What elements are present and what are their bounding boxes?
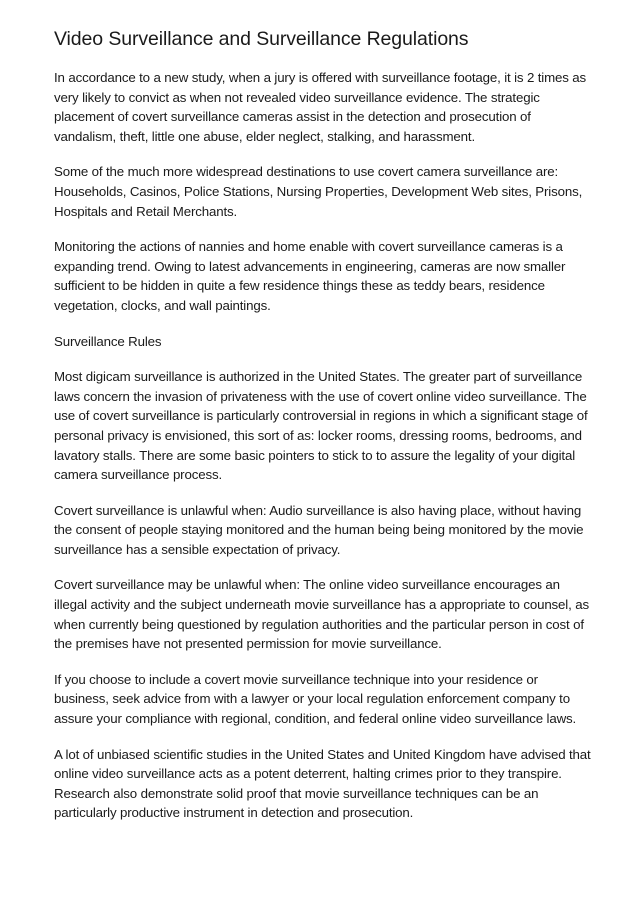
paragraph-legality: Most digicam surveillance is authorized in the United States. The greater part of surveillance laws concern the invasion of privateness with the use of covert online video surveillance. The use of covert surveillance is particularly controversial in regions in which a significant stage of personal privacy is envisioned, this sort of as: locker rooms, dressing rooms, bedrooms, and lavatory stalls. There are some basic pointers to stick to to assure the legality of your digital camera surveillance process. <box>54 369 588 483</box>
paragraph-may-be-unlawful: Covert surveillance may be unlawful when: The online video surveillance encourages an illegal activity and the subject underneath movie surveillance has a appropriate to counsel, as when currently being questioned by regulation authorities and the particular person in cost of the premises have not presented permission for movie surveillance. <box>54 577 589 652</box>
paragraph-monitoring: Monitoring the actions of nannies and home enable with covert surveillance cameras is a expanding trend. Owing to latest advancements in engineering, cameras are now smaller sufficient to be hidden in quite a few residence things these as teddy bears, residence vegetation, clocks, and wall paintings. <box>54 239 566 313</box>
document-page <box>54 26 594 839</box>
paragraph-studies: A lot of unbiased scientific studies in the United States and United Kingdom have advised that online video surveillance acts as a potent deterrent, halting crimes prior to they transpire. Research also demonstrate solid proof that movie surveillance techniques can be an particularly productive instrument in detection and prosecution. <box>54 746 591 821</box>
document-title: Video Surveillance and Surveillance Regulations <box>54 28 469 50</box>
section-heading: Surveillance Rules <box>54 333 162 349</box>
paragraph-compliance: If you choose to include a covert movie surveillance technique into your residence or business, seek advice from with a lawyer or your local regulation enforcement company to assure your compliance with regional, condition, and federal online video surveillance laws. <box>54 671 577 727</box>
paragraph-destinations: Some of the much more widespread destinations to use covert camera surveillance are: Households, Casinos, Police Stations, Nursing Properties, Development Web sites, Prisons, Hospitals and Retail Merchants. <box>54 164 583 219</box>
paragraph-unlawful: Covert surveillance is unlawful when: Audio surveillance is also having place, without having the consent of people staying monitored and the human being being monitored by the movie surveillance has a sensible expectation of privacy. <box>54 502 584 557</box>
paragraph-study: In accordance to a new study, when a jury is offered with surveillance footage, it is 2 times as very likely to convict as when not revealed video surveillance evidence. The strategic placement of covert surveillance cameras assist in the detection and prosecution of vandalism, theft, little one abuse, elder neglect, stalking, and harassment. <box>54 70 587 144</box>
